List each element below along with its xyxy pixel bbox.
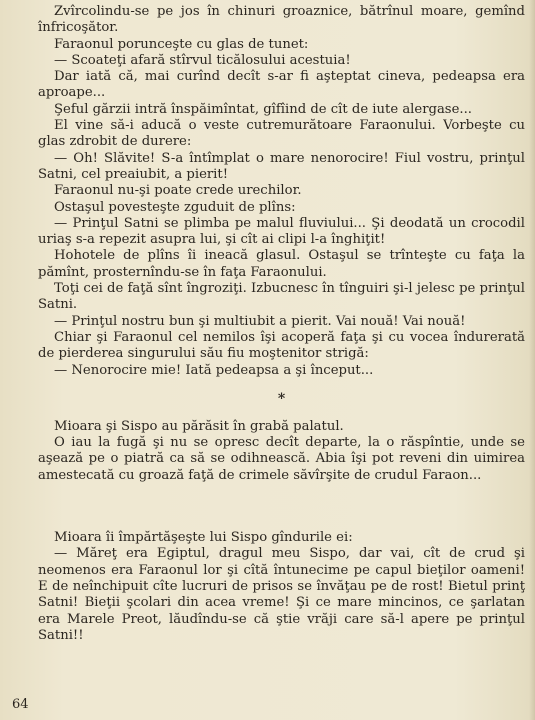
page-number: 64 — [12, 697, 29, 712]
paragraph: Faraonul nu-şi poate crede urechilor. — [54, 183, 302, 199]
paragraph: Faraonul porunceşte cu glas de tunet: — [54, 36, 309, 52]
paragraph: — Prinţul Satni se plimba pe malul fluviului... Şi deodată un crocodil uriaş s-a repezit asupra lui, şi cît ai clipi l-a înghiţit! — [38, 215, 525, 248]
page-text — [38, 4, 525, 644]
section-separator: * — [277, 390, 286, 407]
section-gap — [38, 484, 525, 530]
paragraph: Şeful gărzii intră înspăimîntat, gîfîind de cît de iute alergase... — [54, 101, 472, 117]
paragraph: — Măreţ era Egiptul, dragul meu Sispo, dar vai, cît de crud şi neomenos era Faraonul lor şi cîtă întunecime pe capul bieţilor oameni! E de neînchipuit cîte lucruri de prisos se învăţau pe de rost! Bietul prinţ Satni! Bieţii şcolari din acea vreme! Şi ce mare mincinos, ce şarlatan era Marele Preot, lăudîndu-se că ştie vrăji care să-l apere pe prinţul Satni!! — [38, 546, 525, 643]
paragraph: — Scoateţi afară stîrvul ticălosului acestuia! — [54, 52, 351, 68]
paragraph: O iau la fugă şi nu se opresc decît departe, la o răspîntie, unde se aşează pe o piatră ca să se odihnească. Abia îşi pot reveni din uimirea amestecată cu groază faţă de crimele săvîrşite de crudul Faraon... — [38, 435, 525, 483]
paragraph: Mioara şi Sispo au părăsit în grabă palatul. — [54, 418, 344, 434]
paragraph: — Oh! Slăvite! S-a întîmplat o mare nenorocire! Fiul vostru, prinţul Satni, cel preaiubit, a pierit! — [38, 150, 525, 182]
paragraph: Toţi cei de faţă sînt îngroziţi. Izbucnesc în tînguiri şi-l jelesc pe prinţul Satni. — [38, 281, 525, 313]
paragraph: — Prinţul nostru bun şi multiubit a pierit. Vai nouă! Vai nouă! — [54, 313, 466, 329]
paragraph: Ostaşul povesteşte zguduit de plîns: — [54, 199, 296, 215]
page-spine-shadow — [529, 0, 535, 720]
paragraph: Chiar şi Faraonul cel nemilos îşi acoperă faţa şi cu vocea îndurerată de pierderea singurului său fiu moştenitor strigă: — [38, 329, 525, 362]
paragraph: Hohotele de plîns îi ineacă glasul. Ostaşul se trînteşte cu faţa la pămînt, prosternîndu-se în faţa Faraonului. — [38, 248, 525, 280]
paragraph: Zvîrcolindu-se pe jos în chinuri groaznice, bătrînul moare, gemînd înfricoşător. — [38, 4, 525, 36]
paragraph: El vine să-i aducă o veste cutremurătoare Faraonului. Vorbeşte cu glas zdrobit de durere: — [38, 118, 525, 150]
paragraph: Mioara îi împărtăşeşte lui Sispo gîndurile ei: — [54, 530, 353, 546]
paragraph: Dar iată că, mai curînd decît s-ar fi aşteptat cineva, pedeapsa era aproape... — [38, 69, 525, 101]
paragraph: — Nenorocire mie! Iată pedeapsa a şi început... — [54, 362, 374, 378]
section-break — [38, 379, 525, 419]
